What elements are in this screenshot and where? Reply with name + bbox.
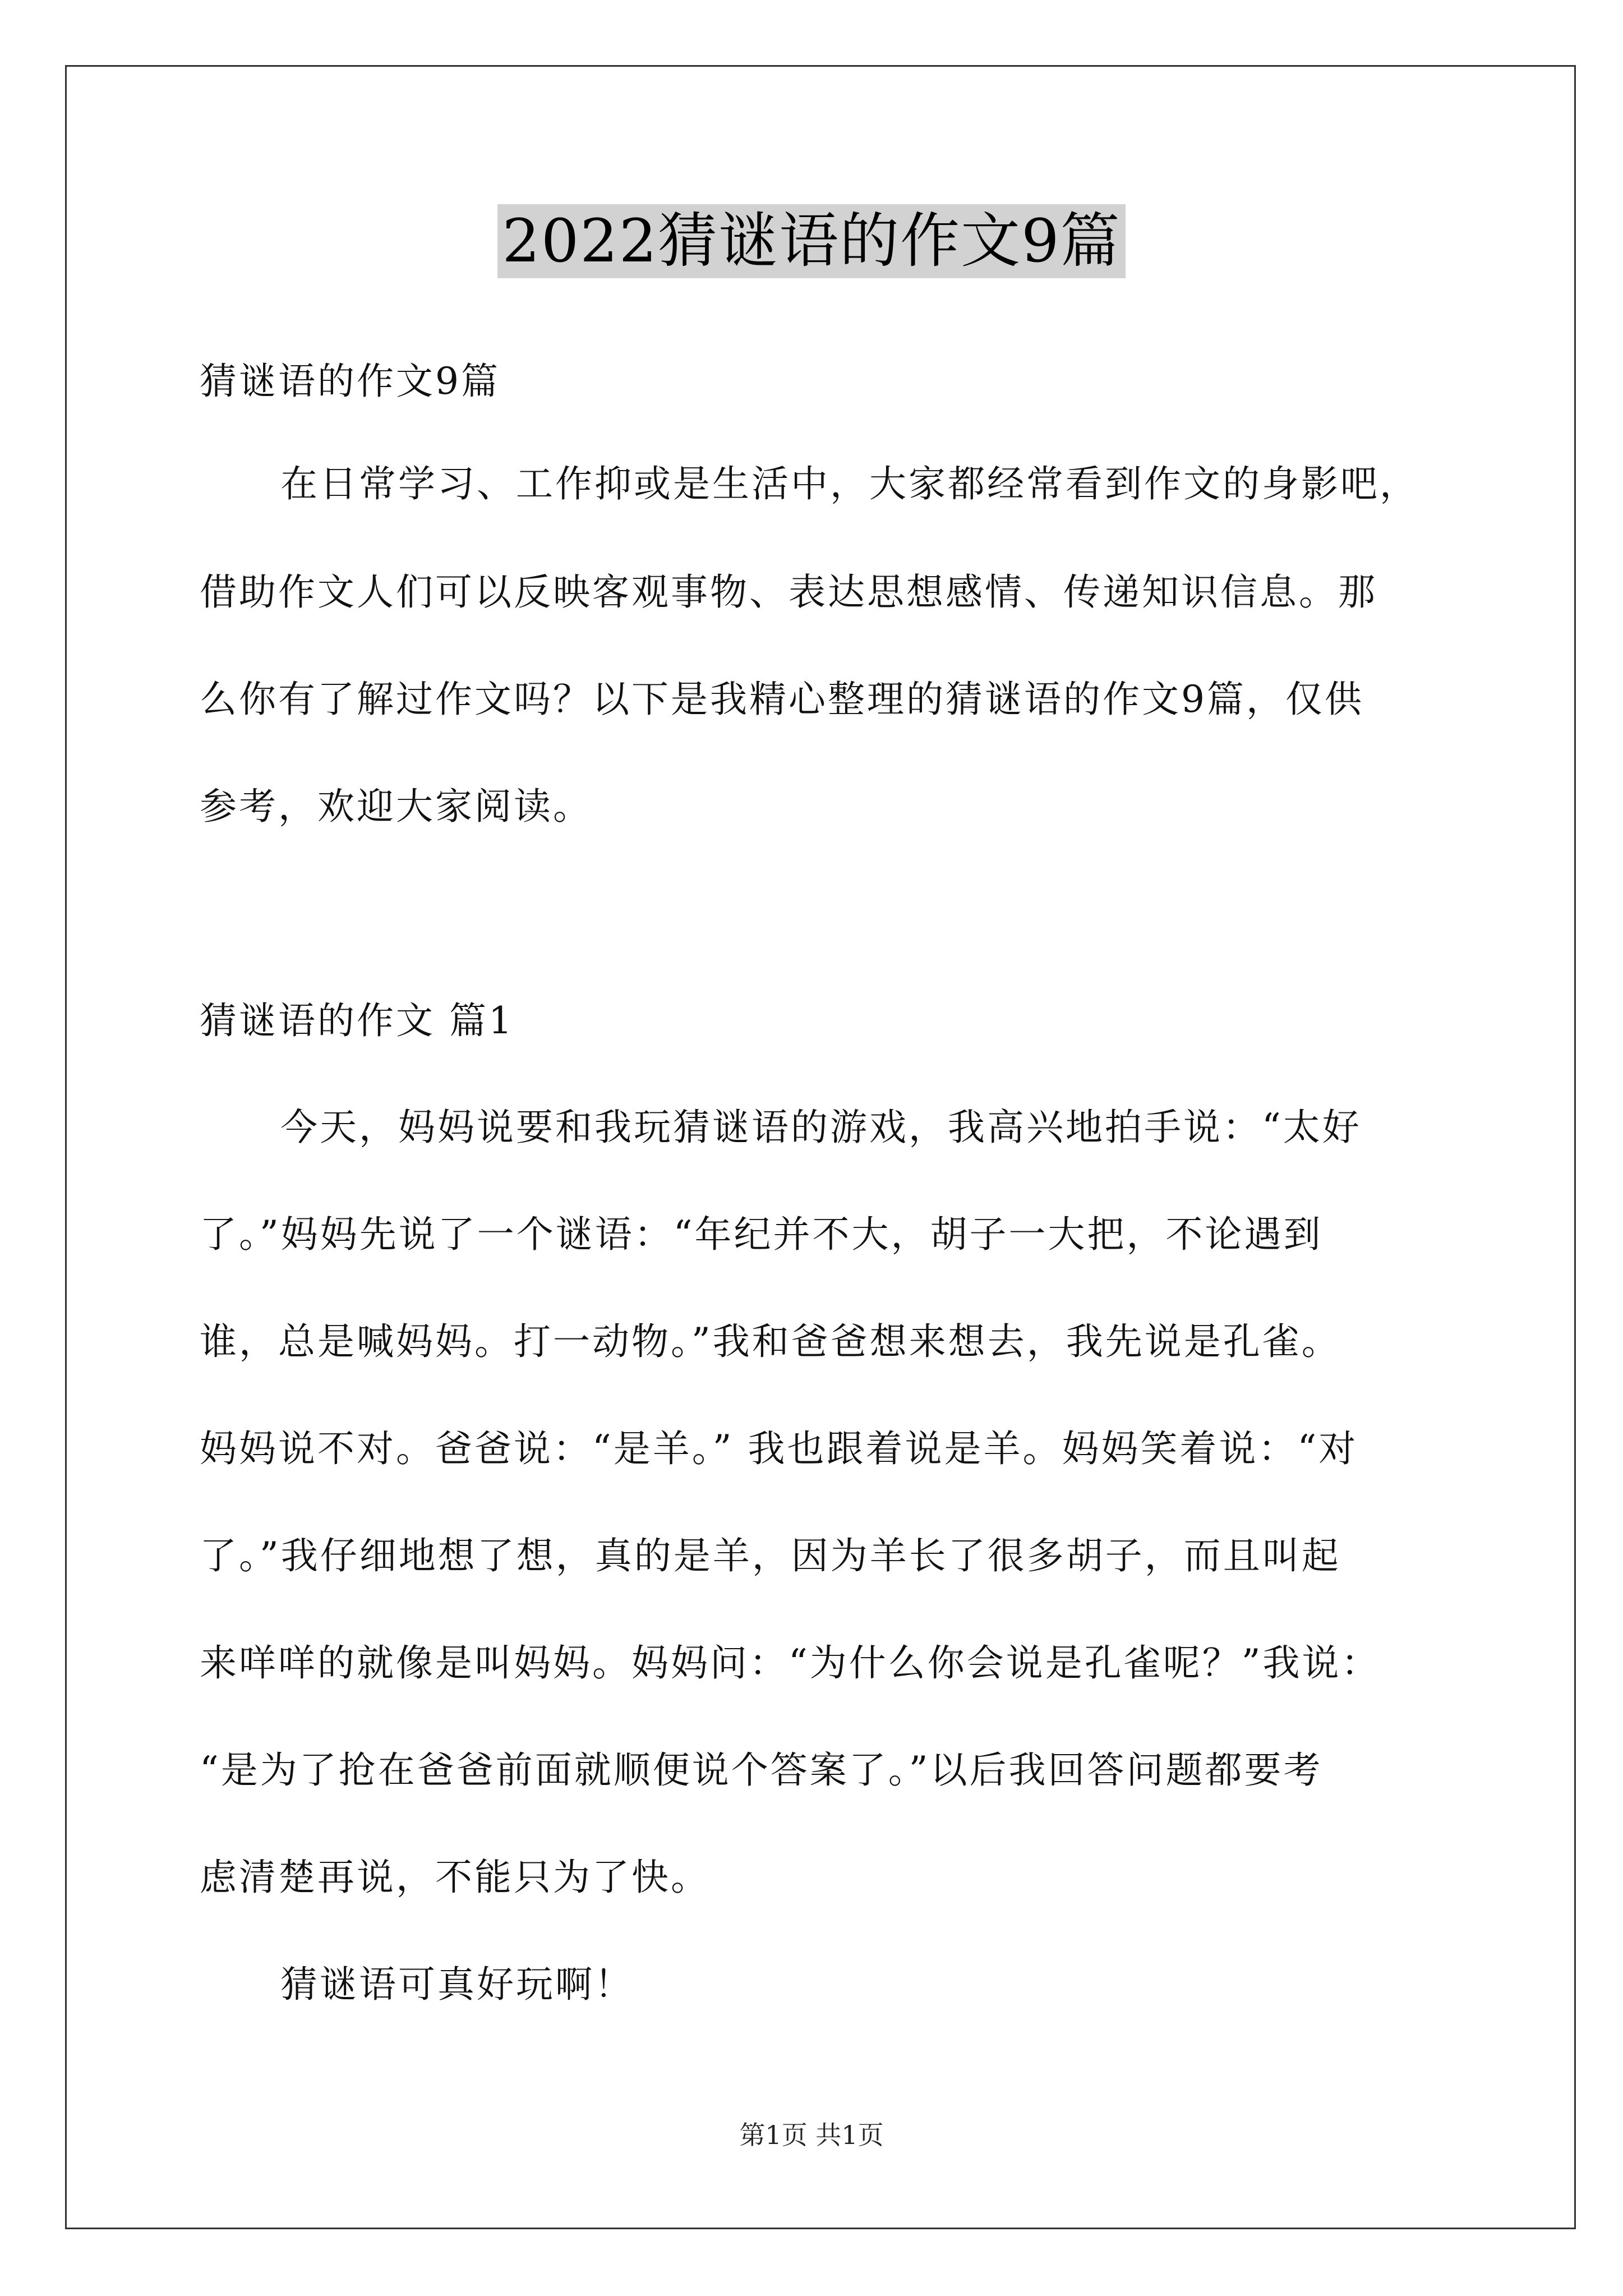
body-line: 来咩咩的就像是叫妈妈。妈妈问：“为什么你会说是孔雀呢？”我说： xyxy=(200,1641,1381,1685)
title-container xyxy=(0,204,1623,278)
intro-line: 参考，欢迎大家阅读。 xyxy=(200,785,592,828)
page-footer: 第1页 共1页 xyxy=(739,2120,884,2150)
intro-line: 么你有了解过作文吗？以下是我精心整理的猜谜语的作文9篇，仅供 xyxy=(200,678,1364,721)
intro-line: 借助作文人们可以反映客观事物、表达思想感情、传递知识信息。那 xyxy=(200,570,1377,614)
intro-line: 在日常学习、工作抑或是生活中，大家都经常看到作文的身影吧， xyxy=(280,462,1419,505)
body-line: 妈妈说不对。爸爸说：“是羊。” 我也跟着说是羊。妈妈笑着说：“对 xyxy=(200,1427,1358,1470)
document-subtitle: 猜谜语的作文9篇 xyxy=(200,360,500,403)
document-title: 2022猜谜语的作文9篇 xyxy=(497,204,1125,278)
body-line: “是为了抢在爸爸前面就顺便说个答案了。”以后我回答问题都要考 xyxy=(200,1749,1323,1792)
section-heading: 猜谜语的作文 篇1 xyxy=(200,999,514,1042)
body-line: 虑清楚再说，不能只为了快。 xyxy=(200,1856,710,1899)
body-line: 今天，妈妈说要和我玩猜谜语的游戏，我高兴地拍手说：“太好 xyxy=(280,1106,1362,1149)
closing-line: 猜谜语可真好玩啊！ xyxy=(280,1963,634,2006)
body-line: 了。”我仔细地想了想，真的是羊，因为羊长了很多胡子，而且叫起 xyxy=(200,1534,1341,1577)
body-line: 了。”妈妈先说了一个谜语：“年纪并不大，胡子一大把，不论遇到 xyxy=(200,1213,1323,1256)
body-line: 谁，总是喊妈妈。打一动物。”我和爸爸想来想去，我先说是孔雀。 xyxy=(200,1320,1341,1363)
